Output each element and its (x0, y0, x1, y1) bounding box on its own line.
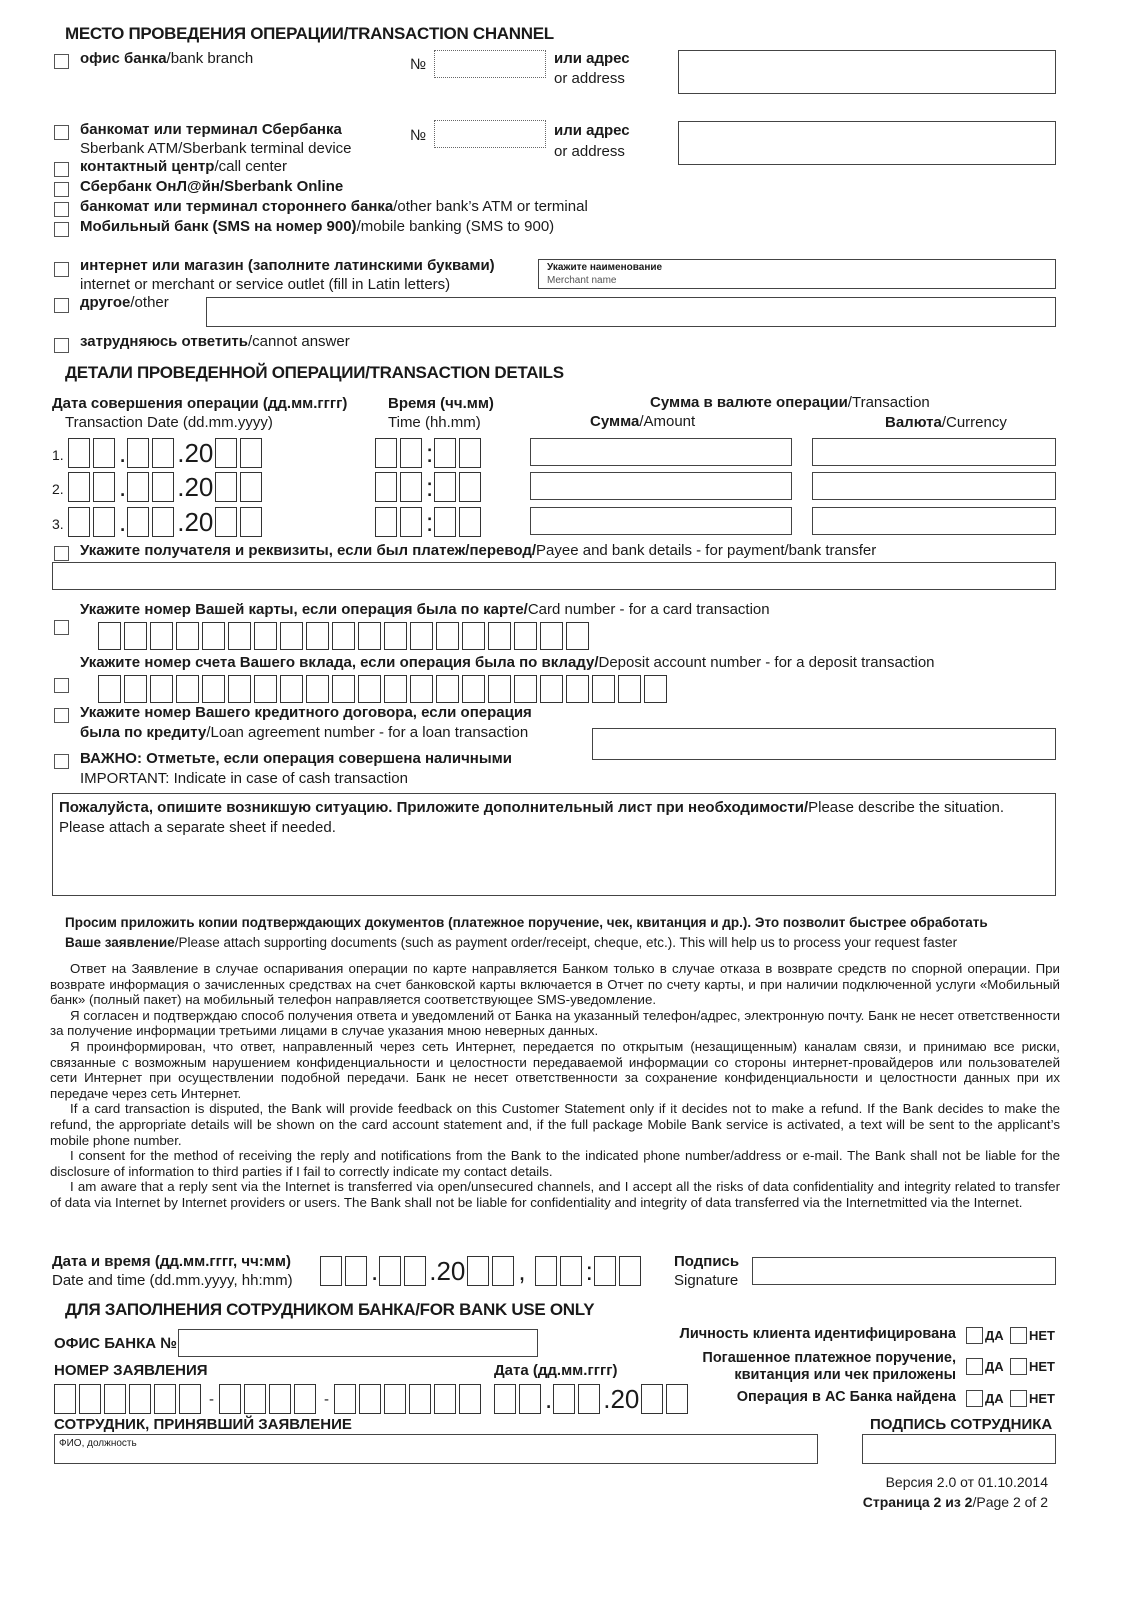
label-card-number: Укажите номер Вашей карты, если операция была по карте/Card number - for a card transaction (80, 601, 770, 618)
checkbox-other[interactable] (54, 298, 69, 313)
number-digit-cell[interactable] (514, 675, 537, 703)
found-label: Операция в АС Банка найдена (736, 1389, 956, 1405)
date-digit[interactable] (127, 438, 149, 468)
legal-paragraph: Я проинформирован, что ответ, направленный через сеть Интернет, передается по открытым (незащищенным) каналам связи, и принимаю все риски, связанные с возможным нарушением конфиденциальности и целостности передаваемой информации со стороны интернет-провайдеров или пользователей сети Интернет при осуществлении подобной передачи. Банк не несет ответственности за сохранение конфиденциальности и целостности данных при их передаче через сеть Интернет. (50, 1038, 1060, 1101)
number-digit-cell[interactable] (540, 622, 563, 650)
app-digit[interactable] (459, 1384, 481, 1414)
time-cells-row-2 (375, 472, 484, 502)
year-prefix: .20 (429, 1256, 466, 1286)
number-digit-cell[interactable] (306, 675, 329, 703)
label-payee: Укажите получателя и реквизиты, если был платеж/перевод/Payee and bank details - for payment/bank transfer (80, 542, 877, 559)
app-digit[interactable] (434, 1384, 456, 1414)
number-digit-cell[interactable] (436, 675, 459, 703)
date-digit[interactable] (320, 1256, 342, 1286)
number-digit-cell[interactable] (384, 622, 407, 650)
time-digit[interactable] (400, 507, 422, 537)
time-digit[interactable] (400, 438, 422, 468)
page-number: Страница 2 из 2/Page 2 of 2 (862, 1494, 1048, 1510)
currency-field-3[interactable] (812, 507, 1056, 535)
number-digit-cell[interactable] (98, 675, 121, 703)
date-digit[interactable] (240, 507, 262, 537)
date-digit[interactable] (553, 1384, 575, 1414)
label-cash-en: IMPORTANT: Indicate in case of cash transaction (80, 770, 408, 787)
branch-number-field[interactable] (434, 50, 546, 78)
date-digit[interactable] (93, 507, 115, 537)
year-prefix: .20 (177, 507, 214, 537)
time-label-ru: Время (чч.мм) (388, 395, 494, 412)
legal-text (50, 961, 1060, 1211)
atm-or-address-en: or address (554, 143, 625, 160)
checkbox-call-center[interactable] (54, 162, 69, 177)
found-no-checkbox[interactable] (1010, 1390, 1027, 1407)
app-digit[interactable] (179, 1384, 201, 1414)
number-digit-cell[interactable] (566, 675, 589, 703)
date-cells-row-1 (68, 438, 265, 468)
attach-note-line1: Просим приложить копии подтверждающих документов (платежное поручение, чек, квитанция и др.). Это позволит быстрее обработать (65, 915, 988, 930)
number-digit-cell[interactable] (540, 675, 563, 703)
checkbox-deposit[interactable] (54, 678, 69, 693)
number-digit-cell[interactable] (254, 622, 277, 650)
number-digit-cell[interactable] (332, 622, 355, 650)
payee-field[interactable] (52, 562, 1056, 590)
number-digit-cell[interactable] (150, 622, 173, 650)
number-digit-cell[interactable] (410, 622, 433, 650)
paid-no-checkbox[interactable] (1010, 1358, 1027, 1375)
branch-number-sign: № (410, 56, 427, 73)
legal-paragraph: I consent for the method of receiving the reply and notifications from the Bank to the indicated phone number/address or e-mail. The Bank shall not be liable for the disclosure of information to third parties if I fail to correctly indicate my contact details. (50, 1148, 1060, 1179)
channel-heading: МЕСТО ПРОВЕДЕНИЯ ОПЕРАЦИИ/TRANSACTION CHANNEL (65, 24, 554, 43)
app-digit[interactable] (269, 1384, 291, 1414)
label-deposit-number: Укажите номер счета Вашего вклада, если операция была по вкладу/Deposit account number - for a deposit transaction (80, 654, 935, 671)
bank-date-label: Дата (дд.мм.гггг) (494, 1362, 618, 1379)
currency-field-1[interactable] (812, 438, 1056, 466)
time-digit[interactable] (375, 507, 397, 537)
app-digit[interactable] (129, 1384, 151, 1414)
number-digit-cell[interactable] (462, 675, 485, 703)
time-digit[interactable] (459, 472, 481, 502)
time-digit[interactable] (434, 472, 456, 502)
description-label: Пожалуйста, опишите возникшую ситуацию. Приложите дополнительный лист при необходимости/Please describe the situation. (59, 799, 1005, 816)
number-digit-cell[interactable] (566, 622, 589, 650)
loan-number-field[interactable] (592, 728, 1056, 760)
date-digit[interactable] (152, 507, 174, 537)
time-cells-row-1 (375, 438, 484, 468)
number-digit-cell[interactable] (436, 622, 459, 650)
date-digit[interactable] (379, 1256, 401, 1286)
date-digit[interactable] (93, 438, 115, 468)
label-loan-ru: Укажите номер Вашего кредитного договора, если операция (80, 704, 532, 721)
deposit-number-cells (98, 675, 670, 703)
merchant-name-field[interactable] (538, 259, 1056, 289)
identified-yes-checkbox[interactable] (966, 1327, 983, 1344)
dash: - (324, 1390, 329, 1408)
time-label-en: Time (hh.mm) (388, 414, 481, 431)
checkbox-mobile-banking[interactable] (54, 222, 69, 237)
sign-datetime-cells (320, 1256, 644, 1286)
identified-no-checkbox[interactable] (1010, 1327, 1027, 1344)
date-digit[interactable] (345, 1256, 367, 1286)
paid-yes-checkbox[interactable] (966, 1358, 983, 1375)
time-digit[interactable] (560, 1256, 582, 1286)
found-yes-checkbox[interactable] (966, 1390, 983, 1407)
number-digit-cell[interactable] (384, 675, 407, 703)
time-digit[interactable] (375, 438, 397, 468)
number-digit-cell[interactable] (98, 622, 121, 650)
number-digit-cell[interactable] (358, 622, 381, 650)
checkbox-payee[interactable] (54, 546, 69, 561)
other-field[interactable] (206, 297, 1056, 327)
date-dot: . (371, 1256, 379, 1286)
date-digit[interactable] (666, 1384, 688, 1414)
row-number-1: 1. (52, 447, 64, 463)
number-digit-cell[interactable] (644, 675, 667, 703)
number-digit-cell[interactable] (202, 622, 225, 650)
bank-date-cells (494, 1384, 691, 1414)
date-digit[interactable] (68, 507, 90, 537)
bank-office-field[interactable] (178, 1329, 538, 1357)
checkbox-cannot-answer[interactable] (54, 338, 69, 353)
app-digit[interactable] (244, 1384, 266, 1414)
bank-use-heading: ДЛЯ ЗАПОЛНЕНИЯ СОТРУДНИКОМ БАНКА/FOR BANK USE ONLY (65, 1300, 595, 1319)
date-digit[interactable] (127, 472, 149, 502)
legal-paragraph: Я согласен и подтверждаю способ получения ответа и уведомлений от Банка на указанный телефон/адрес, электронную почту. Банк не несет ответственности за получение информации третьими лицами в случае указания мною неверных данных. (50, 1007, 1060, 1039)
number-digit-cell[interactable] (306, 622, 329, 650)
employee-field[interactable] (54, 1434, 818, 1464)
app-digit[interactable] (54, 1384, 76, 1414)
identified-yes-label: ДА (985, 1328, 1004, 1343)
checkbox-cash[interactable] (54, 754, 69, 769)
app-digit[interactable] (154, 1384, 176, 1414)
date-digit[interactable] (467, 1256, 489, 1286)
number-digit-cell[interactable] (124, 622, 147, 650)
label-mobile-banking: Мобильный банк (SMS на номер 900)/mobile banking (SMS to 900) (80, 218, 555, 235)
number-digit-cell[interactable] (202, 675, 225, 703)
app-digit[interactable] (359, 1384, 381, 1414)
number-digit-cell[interactable] (280, 622, 303, 650)
number-digit-cell[interactable] (514, 622, 537, 650)
year-prefix: .20 (177, 438, 214, 468)
label-cash-ru: ВАЖНО: Отметьте, если операция совершена наличными (80, 750, 512, 767)
date-digit[interactable] (578, 1384, 600, 1414)
time-digit[interactable] (594, 1256, 616, 1286)
number-digit-cell[interactable] (618, 675, 641, 703)
atm-number-field[interactable] (434, 120, 546, 148)
checkbox-sberbank-online[interactable] (54, 182, 69, 197)
time-colon: : (585, 1256, 593, 1286)
description-field[interactable] (52, 793, 1056, 896)
amount-field-3[interactable] (530, 507, 792, 535)
label-atm-ru: банкомат или терминал Сбербанка (80, 121, 342, 138)
app-digit[interactable] (79, 1384, 101, 1414)
label-sberbank-online: Сбербанк ОнЛ@йн/Sberbank Online (80, 178, 344, 195)
amount-field-1[interactable] (530, 438, 792, 466)
row-number-2: 2. (52, 481, 64, 497)
application-number-label: НОМЕР ЗАЯВЛЕНИЯ (54, 1362, 208, 1379)
employee-signature-label: ПОДПИСЬ СОТРУДНИКА (870, 1416, 1053, 1433)
found-yes-label: ДА (985, 1391, 1004, 1406)
legal-paragraph: If a card transaction is disputed, the Bank will provide feedback on this Customer Statement only if it decides not to make a refund. If the Bank decides to make the refund, the appropriate details will be shown on the card account statement and, if the full package Mobile Bank service is activated, a text will be sent to the applicant’s mobile phone number. (50, 1101, 1060, 1148)
or-address-en: or address (554, 70, 625, 87)
checkbox-other-bank-atm[interactable] (54, 202, 69, 217)
dash: - (209, 1390, 214, 1408)
time-cells-row-3 (375, 507, 484, 537)
legal-paragraph: I am aware that a reply sent via the Internet is transferred via open/unsecured channels, and I accept all the risks of data confidentiality and integrity related to transfer of data via Internet by Internet providers or users. The Bank shall not be liable for confidentiality and integrity of data transferred via the Internetmitted via the Internet. (50, 1179, 1060, 1210)
sum-label: Сумма в валюте операции/Transaction (650, 394, 930, 411)
number-digit-cell[interactable] (228, 622, 251, 650)
employee-label: СОТРУДНИК, ПРИНЯВШИЙ ЗАЯВЛЕНИЕ (54, 1416, 352, 1433)
checkbox-internet-merchant[interactable] (54, 262, 69, 277)
date-dot: . (545, 1384, 553, 1414)
amount-label: Сумма/Amount (590, 413, 696, 430)
number-digit-cell[interactable] (410, 675, 433, 703)
label-cannot-answer: затрудняюсь ответить/cannot answer (80, 333, 350, 350)
sign-date-label-ru: Дата и время (дд.мм.гггг, чч:мм) (52, 1253, 291, 1270)
number-digit-cell[interactable] (358, 675, 381, 703)
number-digit-cell[interactable] (176, 675, 199, 703)
app-digit[interactable] (334, 1384, 356, 1414)
date-digit[interactable] (404, 1256, 426, 1286)
time-digit[interactable] (459, 438, 481, 468)
label-other-bank-atm: банкомат или терминал стороннего банка/other bank’s ATM or terminal (80, 198, 588, 215)
number-digit-cell[interactable] (488, 622, 511, 650)
sign-date-label-en: Date and time (dd.mm.yyyy, hh:mm) (52, 1272, 293, 1289)
app-digit[interactable] (219, 1384, 241, 1414)
date-dot: . (119, 507, 127, 537)
label-internet-en: internet or merchant or service outlet (fill in Latin letters) (80, 276, 451, 293)
app-digit[interactable] (104, 1384, 126, 1414)
amount-field-2[interactable] (530, 472, 792, 500)
number-digit-cell[interactable] (592, 675, 615, 703)
time-digit[interactable] (434, 438, 456, 468)
version-text: Версия 2.0 от 01.10.2014 (885, 1474, 1048, 1490)
date-digit[interactable] (93, 472, 115, 502)
branch-address-field[interactable] (678, 50, 1056, 94)
checkbox-card[interactable] (54, 620, 69, 635)
date-digit[interactable] (215, 438, 237, 468)
label-other: другое/other (80, 294, 169, 311)
time-colon: : (426, 472, 434, 502)
signature-label-ru: Подпись (674, 1253, 740, 1270)
date-dot: . (119, 438, 127, 468)
time-digit[interactable] (434, 507, 456, 537)
currency-field-2[interactable] (812, 472, 1056, 500)
atm-or-address-ru: или адрес (554, 122, 630, 139)
date-digit[interactable] (215, 472, 237, 502)
date-label-ru: Дата совершения операции (дд.мм.гггг) (52, 395, 348, 412)
paid-no-label: НЕТ (1029, 1359, 1055, 1374)
merchant-name-en: Merchant name (547, 275, 617, 286)
date-digit[interactable] (240, 472, 262, 502)
time-colon: : (426, 507, 434, 537)
date-digit[interactable] (240, 438, 262, 468)
employee-field-hint: ФИО, должность (59, 1438, 137, 1449)
number-digit-cell[interactable] (488, 675, 511, 703)
identified-label: Личность клиента идентифицирована (679, 1326, 956, 1342)
date-digit[interactable] (152, 472, 174, 502)
time-digit[interactable] (535, 1256, 557, 1286)
time-digit[interactable] (400, 472, 422, 502)
number-digit-cell[interactable] (228, 675, 251, 703)
app-digit[interactable] (294, 1384, 316, 1414)
number-digit-cell[interactable] (462, 622, 485, 650)
found-no-label: НЕТ (1029, 1391, 1055, 1406)
checkbox-loan[interactable] (54, 708, 69, 723)
label-loan-line2: была по кредиту/Loan agreement number - for a loan transaction (80, 724, 529, 741)
date-digit[interactable] (68, 472, 90, 502)
number-digit-cell[interactable] (176, 622, 199, 650)
employee-signature-field[interactable] (862, 1434, 1056, 1464)
details-heading: ДЕТАЛИ ПРОВЕДЕННОЙ ОПЕРАЦИИ/TRANSACTION DETAILS (65, 363, 564, 382)
app-digit[interactable] (384, 1384, 406, 1414)
paid-order-label-1: Погашенное платежное поручение, (702, 1350, 956, 1366)
application-number-cells (54, 1384, 484, 1414)
or-address-ru: или адрес (554, 50, 630, 67)
checkbox-sberbank-atm[interactable] (54, 125, 69, 140)
atm-number-sign: № (410, 127, 427, 144)
checkbox-bank-branch[interactable] (54, 54, 69, 69)
signature-label-en: Signature (674, 1272, 739, 1289)
year-prefix: .20 (603, 1384, 640, 1414)
atm-address-field[interactable] (678, 121, 1056, 165)
date-digit[interactable] (494, 1384, 516, 1414)
date-cells-row-3 (68, 507, 265, 537)
date-cells-row-2 (68, 472, 265, 502)
row-number-3: 3. (52, 516, 64, 532)
label-call-center: контактный центр/call center (80, 158, 288, 175)
date-label-en: Transaction Date (dd.mm.yyyy) (65, 414, 273, 431)
label-bank-branch: офис банка/bank branch (80, 50, 254, 67)
date-digit[interactable] (68, 438, 90, 468)
label-atm-en: Sberbank ATM/Sberbank terminal device (80, 140, 352, 157)
paid-yes-label: ДА (985, 1359, 1004, 1374)
signature-field[interactable] (752, 1257, 1056, 1285)
datetime-comma: , (518, 1256, 526, 1286)
app-digit[interactable] (409, 1384, 431, 1414)
number-digit-cell[interactable] (332, 675, 355, 703)
bank-office-label: ОФИС БАНКА № (54, 1335, 178, 1352)
date-digit[interactable] (519, 1384, 541, 1414)
number-digit-cell[interactable] (150, 675, 173, 703)
time-digit[interactable] (619, 1256, 641, 1286)
paid-order-label-2: квитанция или чек приложены (734, 1367, 956, 1383)
date-digit[interactable] (492, 1256, 514, 1286)
attach-note-line2: Ваше заявление/Please attach supporting documents (such as payment order/receipt, cheque, etc.). This will help us to process your request faster (65, 935, 958, 950)
date-digit[interactable] (152, 438, 174, 468)
description-label-2: Please attach a separate sheet if needed. (59, 819, 336, 836)
legal-paragraph: Ответ на Заявление в случае оспаривания операции по карте направляется Банком только в случае отказа в возврате средств по спорной операции. При возврате информация о зачисленных средствах на счет банковской карты включается в Отчет по счету карты, и при наличии подключенной услуги «Мобильный банк» (полный пакет) на мобильный телефон направляется соответствующее SMS-уведомление. (50, 961, 1060, 1008)
year-prefix: .20 (177, 472, 214, 502)
card-number-cells (98, 622, 592, 650)
date-digit[interactable] (127, 507, 149, 537)
identified-no-label: НЕТ (1029, 1328, 1055, 1343)
time-digit[interactable] (375, 472, 397, 502)
number-digit-cell[interactable] (254, 675, 277, 703)
date-digit[interactable] (215, 507, 237, 537)
time-colon: : (426, 438, 434, 468)
number-digit-cell[interactable] (124, 675, 147, 703)
merchant-name-ru: Укажите наименование (547, 262, 663, 273)
label-internet-ru: интернет или магазин (заполните латинскими буквами) (80, 257, 495, 274)
number-digit-cell[interactable] (280, 675, 303, 703)
currency-label: Валюта/Currency (885, 414, 1007, 431)
date-digit[interactable] (641, 1384, 663, 1414)
time-digit[interactable] (459, 507, 481, 537)
date-dot: . (119, 472, 127, 502)
